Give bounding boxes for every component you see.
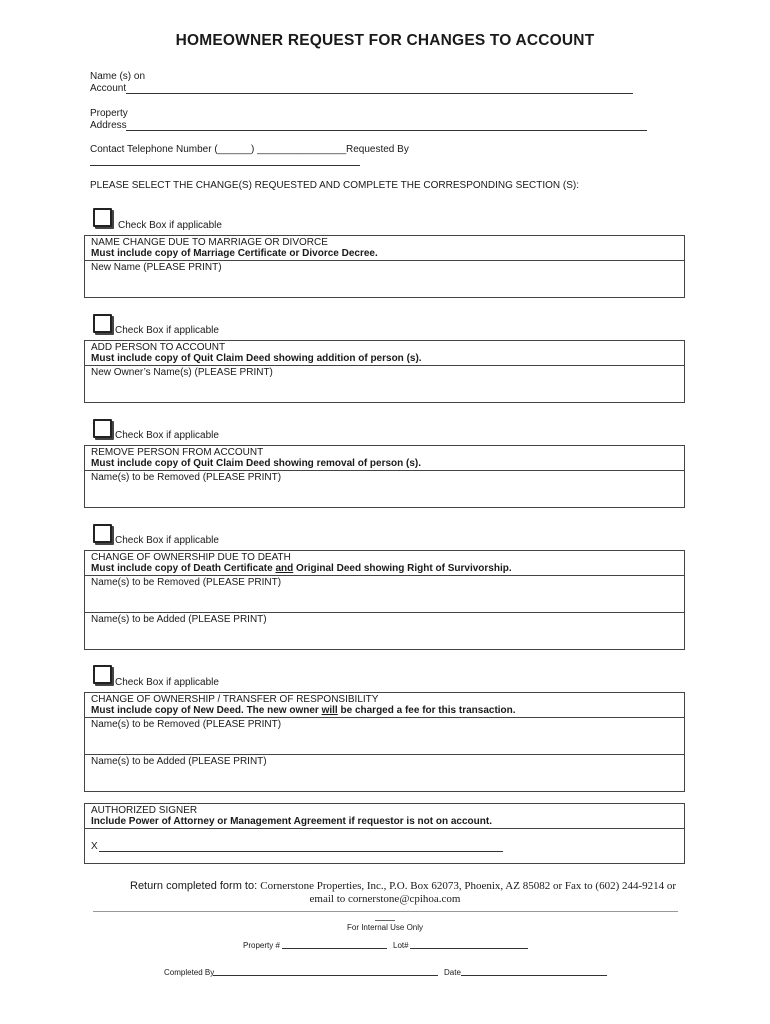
requirement-part: Original Deed showing Right of Survivorship. <box>293 563 512 574</box>
section-heading: REMOVE PERSON FROM ACCOUNT <box>91 447 264 458</box>
date-line[interactable] <box>461 975 607 976</box>
checkbox-ownership-death[interactable] <box>93 524 112 543</box>
section-ownership-transfer <box>84 692 685 792</box>
lot-number-label: Lot# <box>393 941 409 950</box>
section-header <box>85 446 684 471</box>
checkbox-name-change[interactable] <box>93 208 112 227</box>
section-requirement: Must include copy of Marriage Certificate or Divorce Decree. <box>91 248 378 259</box>
form-title: HOMEOWNER REQUEST FOR CHANGES TO ACCOUNT <box>175 32 595 49</box>
signature-x-mark: X <box>91 841 98 852</box>
property-number-label: Property # <box>243 941 280 950</box>
section-header <box>85 551 684 576</box>
checkbox-label: Check Box if applicable <box>118 220 222 231</box>
field-label: Name(s) to be Removed (PLEASE PRINT) <box>91 577 282 588</box>
property-address-label-line2: Address <box>90 120 127 131</box>
field-names-to-remove[interactable] <box>85 471 684 507</box>
checkbox-label: Check Box if applicable <box>115 535 219 546</box>
checkbox-label: Check Box if applicable <box>115 677 219 688</box>
checkbox-label: Check Box if applicable <box>115 430 219 441</box>
field-names-to-add[interactable] <box>85 613 684 649</box>
field-label: Name(s) to be Removed (PLEASE PRINT) <box>91 472 282 483</box>
requirement-part: Must include copy of Death Certificate <box>91 563 276 574</box>
section-requirement: Include Power of Attorney or Management Agreement if requestor is not on account. <box>91 816 492 827</box>
field-label: Name(s) to be Added (PLEASE PRINT) <box>91 614 267 625</box>
internal-use-label: For Internal Use Only <box>346 923 424 932</box>
property-number-line[interactable] <box>282 948 387 949</box>
contact-telephone-label: Contact Telephone Number (______) ________________ <box>90 144 347 155</box>
signature-line[interactable] <box>99 851 503 852</box>
section-header <box>85 341 684 366</box>
date-label: Date <box>444 968 461 977</box>
internal-use-mark <box>375 920 395 921</box>
field-names-to-remove[interactable] <box>85 718 684 755</box>
section-ownership-death <box>84 550 685 650</box>
requirement-emphasis: will <box>321 705 338 716</box>
checkbox-label: Check Box if applicable <box>115 325 219 336</box>
return-email: email to cornerstone@cpihoa.com <box>309 893 461 905</box>
return-instructions <box>130 880 676 892</box>
property-address-input-line[interactable] <box>126 130 647 131</box>
section-heading: CHANGE OF OWNERSHIP DUE TO DEATH <box>91 552 291 563</box>
checkbox-remove-person[interactable] <box>93 419 112 438</box>
field-label: Name(s) to be Removed (PLEASE PRINT) <box>91 719 282 730</box>
requested-by-input-line[interactable] <box>90 165 360 166</box>
field-label: Name(s) to be Added (PLEASE PRINT) <box>91 756 267 767</box>
section-heading: AUTHORIZED SIGNER <box>91 805 198 816</box>
section-header <box>85 236 684 261</box>
completed-by-label: Completed By <box>164 968 215 977</box>
field-new-owner-names[interactable] <box>85 366 684 402</box>
section-heading: NAME CHANGE DUE TO MARRIAGE OR DIVORCE <box>91 237 328 248</box>
names-on-account-input-line[interactable] <box>126 93 633 94</box>
signature-field[interactable] <box>85 829 684 863</box>
property-address-label-line1: Property <box>90 108 128 119</box>
return-label: Return completed form to: <box>130 880 258 892</box>
requirement-part: be charged a fee for this transaction. <box>337 705 516 716</box>
completed-by-line[interactable] <box>213 975 438 976</box>
section-heading: CHANGE OF OWNERSHIP / TRANSFER OF RESPONSIBILITY <box>91 694 379 705</box>
field-label: New Name (PLEASE PRINT) <box>91 262 222 273</box>
field-new-name[interactable] <box>85 261 684 297</box>
section-requirement <box>91 563 512 575</box>
section-add-person <box>84 340 685 403</box>
names-on-account-label-line2: Account <box>90 83 127 94</box>
checkbox-ownership-transfer[interactable] <box>93 665 112 684</box>
return-address: Cornerstone Properties, Inc., P.O. Box 62073, Phoenix, AZ 85082 or Fax to (602) 244-9214 or <box>260 880 677 892</box>
requirement-emphasis: and <box>275 563 294 574</box>
names-on-account-label-line1: Name (s) on <box>90 71 146 82</box>
requirement-part: Must include copy of New Deed. The new owner <box>91 705 322 716</box>
section-requirement: Must include copy of Quit Claim Deed showing addition of person (s). <box>91 353 422 364</box>
requested-by-label: Requested By <box>346 144 409 155</box>
field-names-to-remove[interactable] <box>85 576 684 613</box>
checkbox-add-person[interactable] <box>93 314 112 333</box>
field-label: New Owner’s Name(s) (PLEASE PRINT) <box>91 367 273 378</box>
section-header <box>85 693 684 718</box>
instruction-text: PLEASE SELECT THE CHANGE(S) REQUESTED AND COMPLETE THE CORRESPONDING SECTION (S): <box>90 180 579 191</box>
section-header <box>85 804 684 829</box>
section-requirement: Must include copy of Quit Claim Deed showing removal of person (s). <box>91 458 422 469</box>
section-name-change <box>84 235 685 298</box>
section-remove-person <box>84 445 685 508</box>
section-heading: ADD PERSON TO ACCOUNT <box>91 342 226 353</box>
footer-divider <box>93 911 678 912</box>
section-authorized-signer <box>84 803 685 864</box>
field-names-to-add[interactable] <box>85 755 684 791</box>
lot-number-line[interactable] <box>410 948 528 949</box>
section-requirement <box>91 705 516 717</box>
